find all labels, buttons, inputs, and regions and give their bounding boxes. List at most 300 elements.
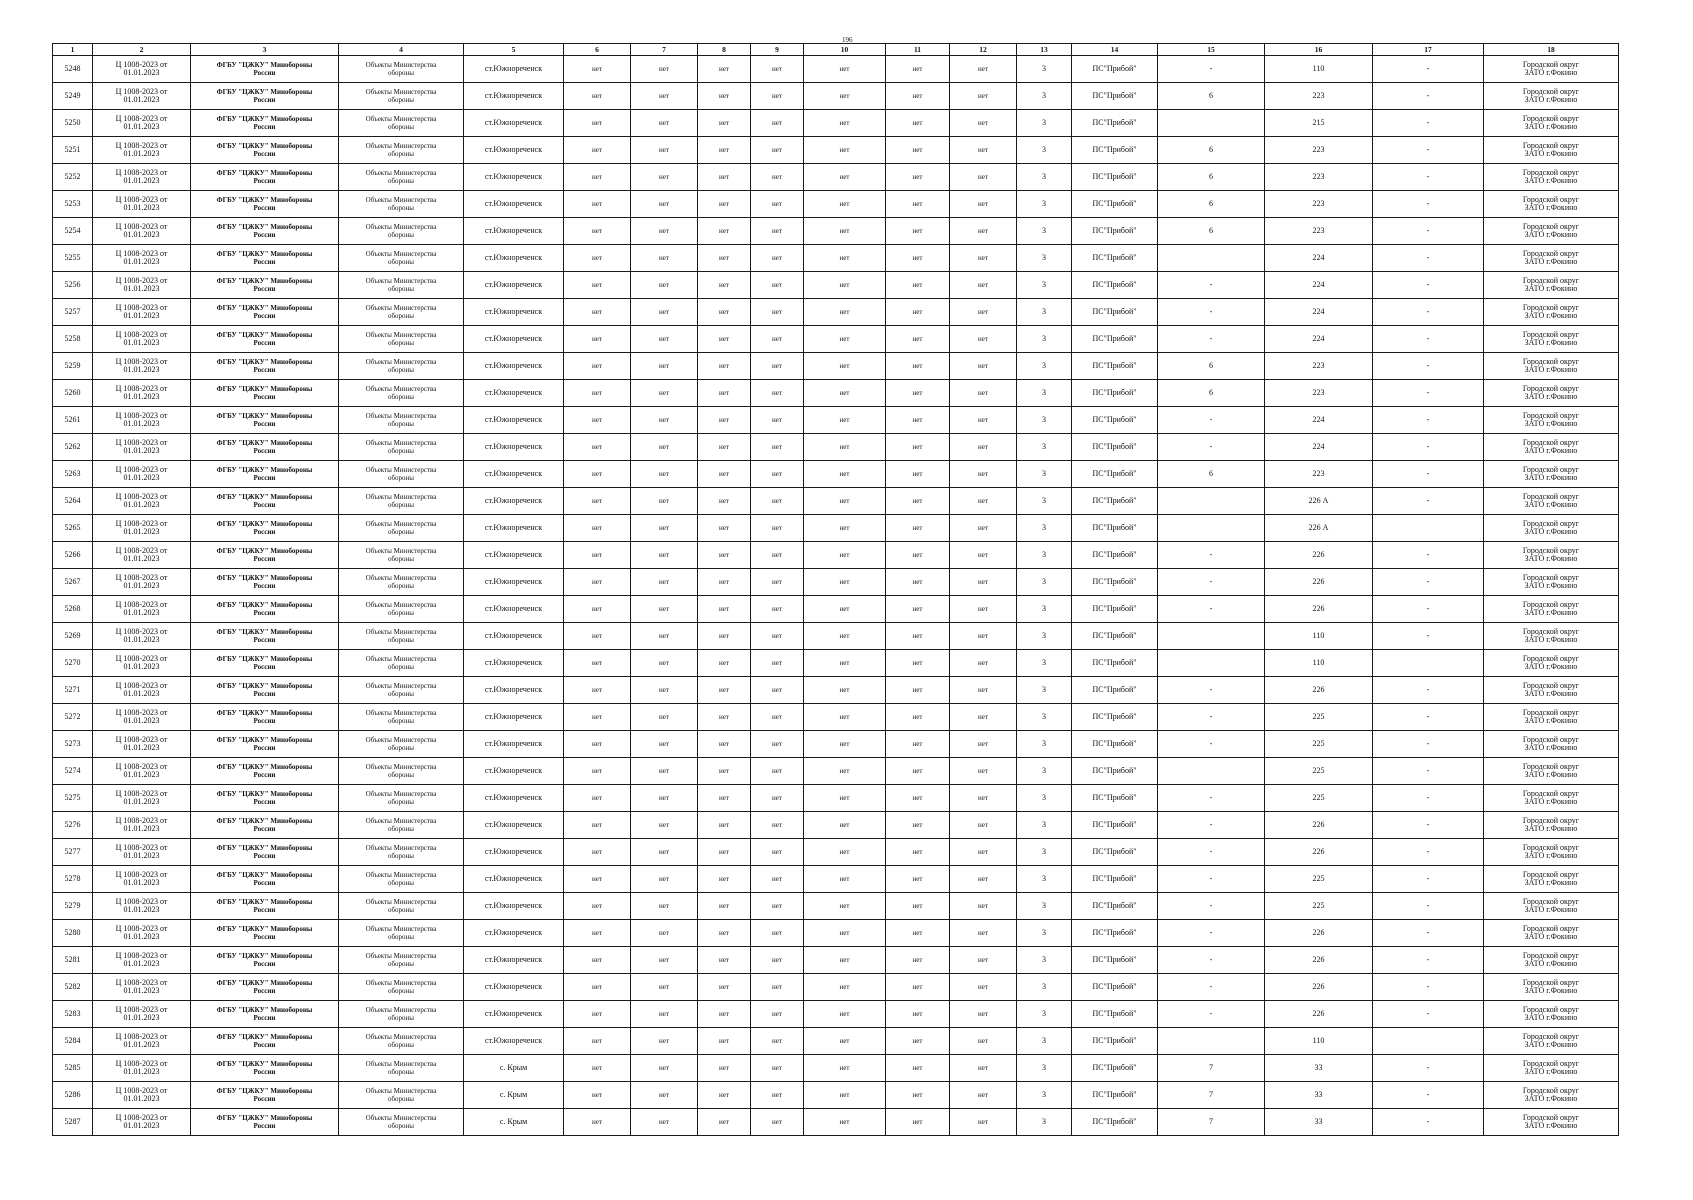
- table-row: [53, 704, 1619, 731]
- col-10-cell: нет: [804, 83, 886, 110]
- col-7-cell: нет: [631, 974, 698, 1001]
- district-cell: Городской округ ЗАТО г.Фокино: [1484, 731, 1619, 758]
- col-15-cell: -: [1158, 812, 1265, 839]
- col-7-cell: нет: [631, 191, 698, 218]
- col-11-cell: нет: [886, 326, 950, 353]
- col-12-cell: нет: [950, 56, 1017, 83]
- col-9-cell: нет: [751, 812, 804, 839]
- col-12-cell: нет: [950, 272, 1017, 299]
- category-cell: 3: [1017, 326, 1072, 353]
- district-cell: Городской округ ЗАТО г.Фокино: [1484, 650, 1619, 677]
- document-cell: Ц 1008-2023 от 01.01.2023: [93, 461, 191, 488]
- category-cell: 3: [1017, 137, 1072, 164]
- district-cell: Городской округ ЗАТО г.Фокино: [1484, 623, 1619, 650]
- col-8-cell: нет: [698, 272, 751, 299]
- object-cell: Объекты Министерства обороны: [339, 272, 464, 299]
- col-8-cell: нет: [698, 1109, 751, 1136]
- col-9-cell: нет: [751, 164, 804, 191]
- table-row: [53, 731, 1619, 758]
- col-8-cell: нет: [698, 1001, 751, 1028]
- object-cell: Объекты Министерства обороны: [339, 677, 464, 704]
- col-6-cell: нет: [564, 569, 631, 596]
- col-15-cell: -: [1158, 299, 1265, 326]
- district-cell: Городской округ ЗАТО г.Фокино: [1484, 353, 1619, 380]
- substation-cell: ПС"Прибой": [1072, 299, 1158, 326]
- col-12-cell: нет: [950, 1001, 1017, 1028]
- category-cell: 3: [1017, 1055, 1072, 1082]
- col-8-cell: нет: [698, 974, 751, 1001]
- col-8-cell: нет: [698, 191, 751, 218]
- document-cell: Ц 1008-2023 от 01.01.2023: [93, 1055, 191, 1082]
- document-cell: Ц 1008-2023 от 01.01.2023: [93, 542, 191, 569]
- row-number-cell: 5273: [53, 731, 93, 758]
- col-10-cell: нет: [804, 1055, 886, 1082]
- col-17-cell: -: [1373, 110, 1484, 137]
- category-cell: 3: [1017, 920, 1072, 947]
- object-cell: Объекты Министерства обороны: [339, 461, 464, 488]
- document-cell: Ц 1008-2023 от 01.01.2023: [93, 137, 191, 164]
- document-cell: Ц 1008-2023 от 01.01.2023: [93, 272, 191, 299]
- col-17-cell: -: [1373, 866, 1484, 893]
- col-7-cell: нет: [631, 623, 698, 650]
- object-cell: Объекты Министерства обороны: [339, 542, 464, 569]
- document-cell: Ц 1008-2023 от 01.01.2023: [93, 326, 191, 353]
- row-number-cell: 5285: [53, 1055, 93, 1082]
- col-16-cell: 33: [1265, 1082, 1373, 1109]
- district-cell: Городской округ ЗАТО г.Фокино: [1484, 947, 1619, 974]
- col-15-cell: -: [1158, 434, 1265, 461]
- organization-cell: ФГБУ "ЦЖКУ" Минобороны России: [191, 137, 339, 164]
- col-12-cell: нет: [950, 947, 1017, 974]
- row-number-cell: 5287: [53, 1109, 93, 1136]
- document-cell: Ц 1008-2023 от 01.01.2023: [93, 218, 191, 245]
- col-10-cell: нет: [804, 974, 886, 1001]
- col-12-cell: нет: [950, 839, 1017, 866]
- col-16-cell: 223: [1265, 164, 1373, 191]
- organization-cell: ФГБУ "ЦЖКУ" Минобороны России: [191, 974, 339, 1001]
- substation-cell: ПС"Прибой": [1072, 83, 1158, 110]
- col-9-cell: нет: [751, 1109, 804, 1136]
- organization-cell: ФГБУ "ЦЖКУ" Минобороны России: [191, 380, 339, 407]
- col-7-cell: нет: [631, 893, 698, 920]
- col-10-cell: нет: [804, 542, 886, 569]
- col-9-cell: нет: [751, 623, 804, 650]
- col-16-cell: 226: [1265, 1001, 1373, 1028]
- col-17-cell: -: [1373, 677, 1484, 704]
- col-12-cell: нет: [950, 191, 1017, 218]
- substation-cell: ПС"Прибой": [1072, 893, 1158, 920]
- col-9-cell: нет: [751, 83, 804, 110]
- locality-cell: ст.Южнореченск: [464, 650, 564, 677]
- col-12-cell: нет: [950, 758, 1017, 785]
- header-cell: 13: [1017, 44, 1072, 56]
- col-7-cell: нет: [631, 515, 698, 542]
- row-number-cell: 5286: [53, 1082, 93, 1109]
- district-cell: Городской округ ЗАТО г.Фокино: [1484, 110, 1619, 137]
- object-cell: Объекты Министерства обороны: [339, 137, 464, 164]
- substation-cell: ПС"Прибой": [1072, 218, 1158, 245]
- col-12-cell: нет: [950, 110, 1017, 137]
- substation-cell: ПС"Прибой": [1072, 353, 1158, 380]
- col-17-cell: -: [1373, 137, 1484, 164]
- table-row: [53, 461, 1619, 488]
- header-cell: 7: [631, 44, 698, 56]
- col-11-cell: нет: [886, 1055, 950, 1082]
- col-17-cell: -: [1373, 272, 1484, 299]
- col-11-cell: нет: [886, 137, 950, 164]
- col-17-cell: -: [1373, 299, 1484, 326]
- col-15-cell: -: [1158, 974, 1265, 1001]
- district-cell: Городской округ ЗАТО г.Фокино: [1484, 1028, 1619, 1055]
- col-16-cell: 223: [1265, 83, 1373, 110]
- category-cell: 3: [1017, 893, 1072, 920]
- substation-cell: ПС"Прибой": [1072, 164, 1158, 191]
- table-row: [53, 866, 1619, 893]
- table-row: [53, 596, 1619, 623]
- col-16-cell: 33: [1265, 1109, 1373, 1136]
- table-row: [53, 299, 1619, 326]
- category-cell: 3: [1017, 812, 1072, 839]
- document-cell: Ц 1008-2023 от 01.01.2023: [93, 623, 191, 650]
- document-cell: Ц 1008-2023 от 01.01.2023: [93, 407, 191, 434]
- row-number-cell: 5250: [53, 110, 93, 137]
- col-7-cell: нет: [631, 569, 698, 596]
- document-cell: Ц 1008-2023 от 01.01.2023: [93, 1001, 191, 1028]
- document-cell: Ц 1008-2023 от 01.01.2023: [93, 920, 191, 947]
- document-cell: Ц 1008-2023 от 01.01.2023: [93, 110, 191, 137]
- col-9-cell: нет: [751, 650, 804, 677]
- col-6-cell: нет: [564, 677, 631, 704]
- col-12-cell: нет: [950, 731, 1017, 758]
- col-7-cell: нет: [631, 1109, 698, 1136]
- organization-cell: ФГБУ "ЦЖКУ" Минобороны России: [191, 920, 339, 947]
- col-6-cell: нет: [564, 650, 631, 677]
- document-cell: Ц 1008-2023 от 01.01.2023: [93, 866, 191, 893]
- col-7-cell: нет: [631, 164, 698, 191]
- col-10-cell: нет: [804, 866, 886, 893]
- col-10-cell: нет: [804, 353, 886, 380]
- organization-cell: ФГБУ "ЦЖКУ" Минобороны России: [191, 1001, 339, 1028]
- district-cell: Городской округ ЗАТО г.Фокино: [1484, 164, 1619, 191]
- object-cell: Объекты Министерства обороны: [339, 1028, 464, 1055]
- col-15-cell: 7: [1158, 1109, 1265, 1136]
- category-cell: 3: [1017, 191, 1072, 218]
- row-number-cell: 5269: [53, 623, 93, 650]
- table-row: [53, 1001, 1619, 1028]
- object-cell: Объекты Министерства обороны: [339, 299, 464, 326]
- col-16-cell: 224: [1265, 326, 1373, 353]
- row-number-cell: 5248: [53, 56, 93, 83]
- row-number-cell: 5264: [53, 488, 93, 515]
- col-15-cell: 6: [1158, 353, 1265, 380]
- locality-cell: ст.Южнореченск: [464, 758, 564, 785]
- col-16-cell: 225: [1265, 785, 1373, 812]
- col-12-cell: нет: [950, 299, 1017, 326]
- col-11-cell: нет: [886, 893, 950, 920]
- category-cell: 3: [1017, 299, 1072, 326]
- header-row: [53, 44, 1619, 56]
- row-number-cell: 5272: [53, 704, 93, 731]
- district-cell: Городской округ ЗАТО г.Фокино: [1484, 515, 1619, 542]
- col-9-cell: нет: [751, 326, 804, 353]
- col-16-cell: 225: [1265, 866, 1373, 893]
- substation-cell: ПС"Прибой": [1072, 1109, 1158, 1136]
- district-cell: Городской округ ЗАТО г.Фокино: [1484, 245, 1619, 272]
- col-15-cell: [1158, 110, 1265, 137]
- locality-cell: ст.Южнореченск: [464, 299, 564, 326]
- row-number-cell: 5262: [53, 434, 93, 461]
- category-cell: 3: [1017, 272, 1072, 299]
- col-10-cell: нет: [804, 137, 886, 164]
- district-cell: Городской округ ЗАТО г.Фокино: [1484, 380, 1619, 407]
- locality-cell: ст.Южнореченск: [464, 542, 564, 569]
- header-cell: 14: [1072, 44, 1158, 56]
- col-15-cell: [1158, 245, 1265, 272]
- substation-cell: ПС"Прибой": [1072, 785, 1158, 812]
- col-9-cell: нет: [751, 407, 804, 434]
- col-8-cell: нет: [698, 299, 751, 326]
- col-10-cell: нет: [804, 1028, 886, 1055]
- col-11-cell: нет: [886, 353, 950, 380]
- col-6-cell: нет: [564, 245, 631, 272]
- col-12-cell: нет: [950, 974, 1017, 1001]
- category-cell: 3: [1017, 1082, 1072, 1109]
- col-10-cell: нет: [804, 1001, 886, 1028]
- col-9-cell: нет: [751, 974, 804, 1001]
- category-cell: 3: [1017, 839, 1072, 866]
- col-6-cell: нет: [564, 488, 631, 515]
- col-8-cell: нет: [698, 461, 751, 488]
- col-12-cell: нет: [950, 1082, 1017, 1109]
- col-7-cell: нет: [631, 650, 698, 677]
- organization-cell: ФГБУ "ЦЖКУ" Минобороны России: [191, 488, 339, 515]
- col-7-cell: нет: [631, 407, 698, 434]
- col-12-cell: нет: [950, 920, 1017, 947]
- locality-cell: ст.Южнореченск: [464, 83, 564, 110]
- table-row: [53, 137, 1619, 164]
- substation-cell: ПС"Прибой": [1072, 947, 1158, 974]
- col-12-cell: нет: [950, 164, 1017, 191]
- row-number-cell: 5259: [53, 353, 93, 380]
- document-cell: Ц 1008-2023 от 01.01.2023: [93, 380, 191, 407]
- category-cell: 3: [1017, 677, 1072, 704]
- col-9-cell: нет: [751, 704, 804, 731]
- row-number-cell: 5277: [53, 839, 93, 866]
- organization-cell: ФГБУ "ЦЖКУ" Минобороны России: [191, 677, 339, 704]
- district-cell: Городской округ ЗАТО г.Фокино: [1484, 299, 1619, 326]
- category-cell: 3: [1017, 515, 1072, 542]
- header-cell: 2: [93, 44, 191, 56]
- col-12-cell: нет: [950, 137, 1017, 164]
- document-cell: Ц 1008-2023 от 01.01.2023: [93, 299, 191, 326]
- col-10-cell: нет: [804, 731, 886, 758]
- col-7-cell: нет: [631, 218, 698, 245]
- col-10-cell: нет: [804, 56, 886, 83]
- col-7-cell: нет: [631, 461, 698, 488]
- table-row: [53, 218, 1619, 245]
- object-cell: Объекты Министерства обороны: [339, 704, 464, 731]
- document-cell: Ц 1008-2023 от 01.01.2023: [93, 785, 191, 812]
- col-7-cell: нет: [631, 434, 698, 461]
- category-cell: 3: [1017, 623, 1072, 650]
- col-6-cell: нет: [564, 974, 631, 1001]
- col-7-cell: нет: [631, 272, 698, 299]
- col-7-cell: нет: [631, 839, 698, 866]
- organization-cell: ФГБУ "ЦЖКУ" Минобороны России: [191, 839, 339, 866]
- table-row: [53, 1055, 1619, 1082]
- col-10-cell: нет: [804, 947, 886, 974]
- col-7-cell: нет: [631, 380, 698, 407]
- locality-cell: ст.Южнореченск: [464, 1028, 564, 1055]
- header-cell: 18: [1484, 44, 1619, 56]
- col-7-cell: нет: [631, 704, 698, 731]
- header-cell: 8: [698, 44, 751, 56]
- col-8-cell: нет: [698, 947, 751, 974]
- col-17-cell: [1373, 515, 1484, 542]
- header-cell: 11: [886, 44, 950, 56]
- locality-cell: ст.Южнореченск: [464, 434, 564, 461]
- object-cell: Объекты Министерства обороны: [339, 326, 464, 353]
- document-cell: Ц 1008-2023 от 01.01.2023: [93, 164, 191, 191]
- col-12-cell: нет: [950, 218, 1017, 245]
- header-cell: 16: [1265, 44, 1373, 56]
- category-cell: 3: [1017, 731, 1072, 758]
- locality-cell: ст.Южнореченск: [464, 704, 564, 731]
- object-cell: Объекты Министерства обороны: [339, 110, 464, 137]
- organization-cell: ФГБУ "ЦЖКУ" Минобороны России: [191, 758, 339, 785]
- organization-cell: ФГБУ "ЦЖКУ" Минобороны России: [191, 353, 339, 380]
- organization-cell: ФГБУ "ЦЖКУ" Минобороны России: [191, 515, 339, 542]
- col-6-cell: нет: [564, 272, 631, 299]
- table-row: [53, 272, 1619, 299]
- locality-cell: с. Крым: [464, 1055, 564, 1082]
- col-16-cell: 223: [1265, 137, 1373, 164]
- object-cell: Объекты Министерства обороны: [339, 56, 464, 83]
- col-15-cell: 6: [1158, 83, 1265, 110]
- col-17-cell: -: [1373, 56, 1484, 83]
- category-cell: 3: [1017, 785, 1072, 812]
- object-cell: Объекты Министерства обороны: [339, 839, 464, 866]
- col-8-cell: нет: [698, 56, 751, 83]
- col-6-cell: нет: [564, 812, 631, 839]
- header-cell: 1: [53, 44, 93, 56]
- col-15-cell: -: [1158, 839, 1265, 866]
- col-7-cell: нет: [631, 920, 698, 947]
- locality-cell: ст.Южнореченск: [464, 326, 564, 353]
- document-cell: Ц 1008-2023 от 01.01.2023: [93, 812, 191, 839]
- table-row: [53, 515, 1619, 542]
- col-10-cell: нет: [804, 623, 886, 650]
- row-number-cell: 5254: [53, 218, 93, 245]
- row-number-cell: 5270: [53, 650, 93, 677]
- table-row: [53, 893, 1619, 920]
- organization-cell: ФГБУ "ЦЖКУ" Минобороны России: [191, 461, 339, 488]
- object-cell: Объекты Министерства обороны: [339, 947, 464, 974]
- col-9-cell: нет: [751, 218, 804, 245]
- col-8-cell: нет: [698, 164, 751, 191]
- substation-cell: ПС"Прибой": [1072, 920, 1158, 947]
- header-cell: 5: [464, 44, 564, 56]
- col-8-cell: нет: [698, 326, 751, 353]
- substation-cell: ПС"Прибой": [1072, 434, 1158, 461]
- category-cell: 3: [1017, 569, 1072, 596]
- col-10-cell: нет: [804, 245, 886, 272]
- col-17-cell: -: [1373, 920, 1484, 947]
- organization-cell: ФГБУ "ЦЖКУ" Минобороны России: [191, 83, 339, 110]
- col-6-cell: нет: [564, 542, 631, 569]
- col-11-cell: нет: [886, 461, 950, 488]
- document-cell: Ц 1008-2023 от 01.01.2023: [93, 596, 191, 623]
- col-9-cell: нет: [751, 110, 804, 137]
- col-17-cell: -: [1373, 704, 1484, 731]
- substation-cell: ПС"Прибой": [1072, 731, 1158, 758]
- col-6-cell: нет: [564, 461, 631, 488]
- col-10-cell: нет: [804, 272, 886, 299]
- document-cell: Ц 1008-2023 от 01.01.2023: [93, 245, 191, 272]
- col-15-cell: -: [1158, 947, 1265, 974]
- table-row: [53, 758, 1619, 785]
- registry-table: [52, 43, 1619, 1136]
- table-row: [53, 326, 1619, 353]
- substation-cell: ПС"Прибой": [1072, 839, 1158, 866]
- organization-cell: ФГБУ "ЦЖКУ" Минобороны России: [191, 623, 339, 650]
- locality-cell: с. Крым: [464, 1082, 564, 1109]
- col-15-cell: -: [1158, 704, 1265, 731]
- substation-cell: ПС"Прибой": [1072, 677, 1158, 704]
- col-17-cell: -: [1373, 893, 1484, 920]
- col-15-cell: -: [1158, 866, 1265, 893]
- col-11-cell: нет: [886, 1109, 950, 1136]
- col-10-cell: нет: [804, 812, 886, 839]
- locality-cell: ст.Южнореченск: [464, 272, 564, 299]
- organization-cell: ФГБУ "ЦЖКУ" Минобороны России: [191, 785, 339, 812]
- category-cell: 3: [1017, 407, 1072, 434]
- organization-cell: ФГБУ "ЦЖКУ" Минобороны России: [191, 56, 339, 83]
- col-11-cell: нет: [886, 542, 950, 569]
- substation-cell: ПС"Прибой": [1072, 272, 1158, 299]
- row-number-cell: 5258: [53, 326, 93, 353]
- col-10-cell: нет: [804, 650, 886, 677]
- category-cell: 3: [1017, 758, 1072, 785]
- locality-cell: ст.Южнореченск: [464, 110, 564, 137]
- row-number-cell: 5282: [53, 974, 93, 1001]
- col-6-cell: нет: [564, 947, 631, 974]
- col-16-cell: 225: [1265, 731, 1373, 758]
- col-8-cell: нет: [698, 704, 751, 731]
- col-10-cell: нет: [804, 326, 886, 353]
- col-10-cell: нет: [804, 434, 886, 461]
- col-10-cell: нет: [804, 515, 886, 542]
- col-7-cell: нет: [631, 326, 698, 353]
- col-11-cell: нет: [886, 1082, 950, 1109]
- table-row: [53, 191, 1619, 218]
- category-cell: 3: [1017, 866, 1072, 893]
- category-cell: 3: [1017, 974, 1072, 1001]
- organization-cell: ФГБУ "ЦЖКУ" Минобороны России: [191, 110, 339, 137]
- col-11-cell: нет: [886, 1001, 950, 1028]
- organization-cell: ФГБУ "ЦЖКУ" Минобороны России: [191, 1082, 339, 1109]
- col-10-cell: нет: [804, 299, 886, 326]
- document-cell: Ц 1008-2023 от 01.01.2023: [93, 83, 191, 110]
- document-cell: Ц 1008-2023 от 01.01.2023: [93, 650, 191, 677]
- col-6-cell: нет: [564, 920, 631, 947]
- substation-cell: ПС"Прибой": [1072, 866, 1158, 893]
- col-11-cell: нет: [886, 731, 950, 758]
- object-cell: Объекты Министерства обороны: [339, 353, 464, 380]
- substation-cell: ПС"Прибой": [1072, 758, 1158, 785]
- col-11-cell: нет: [886, 434, 950, 461]
- col-16-cell: 226: [1265, 839, 1373, 866]
